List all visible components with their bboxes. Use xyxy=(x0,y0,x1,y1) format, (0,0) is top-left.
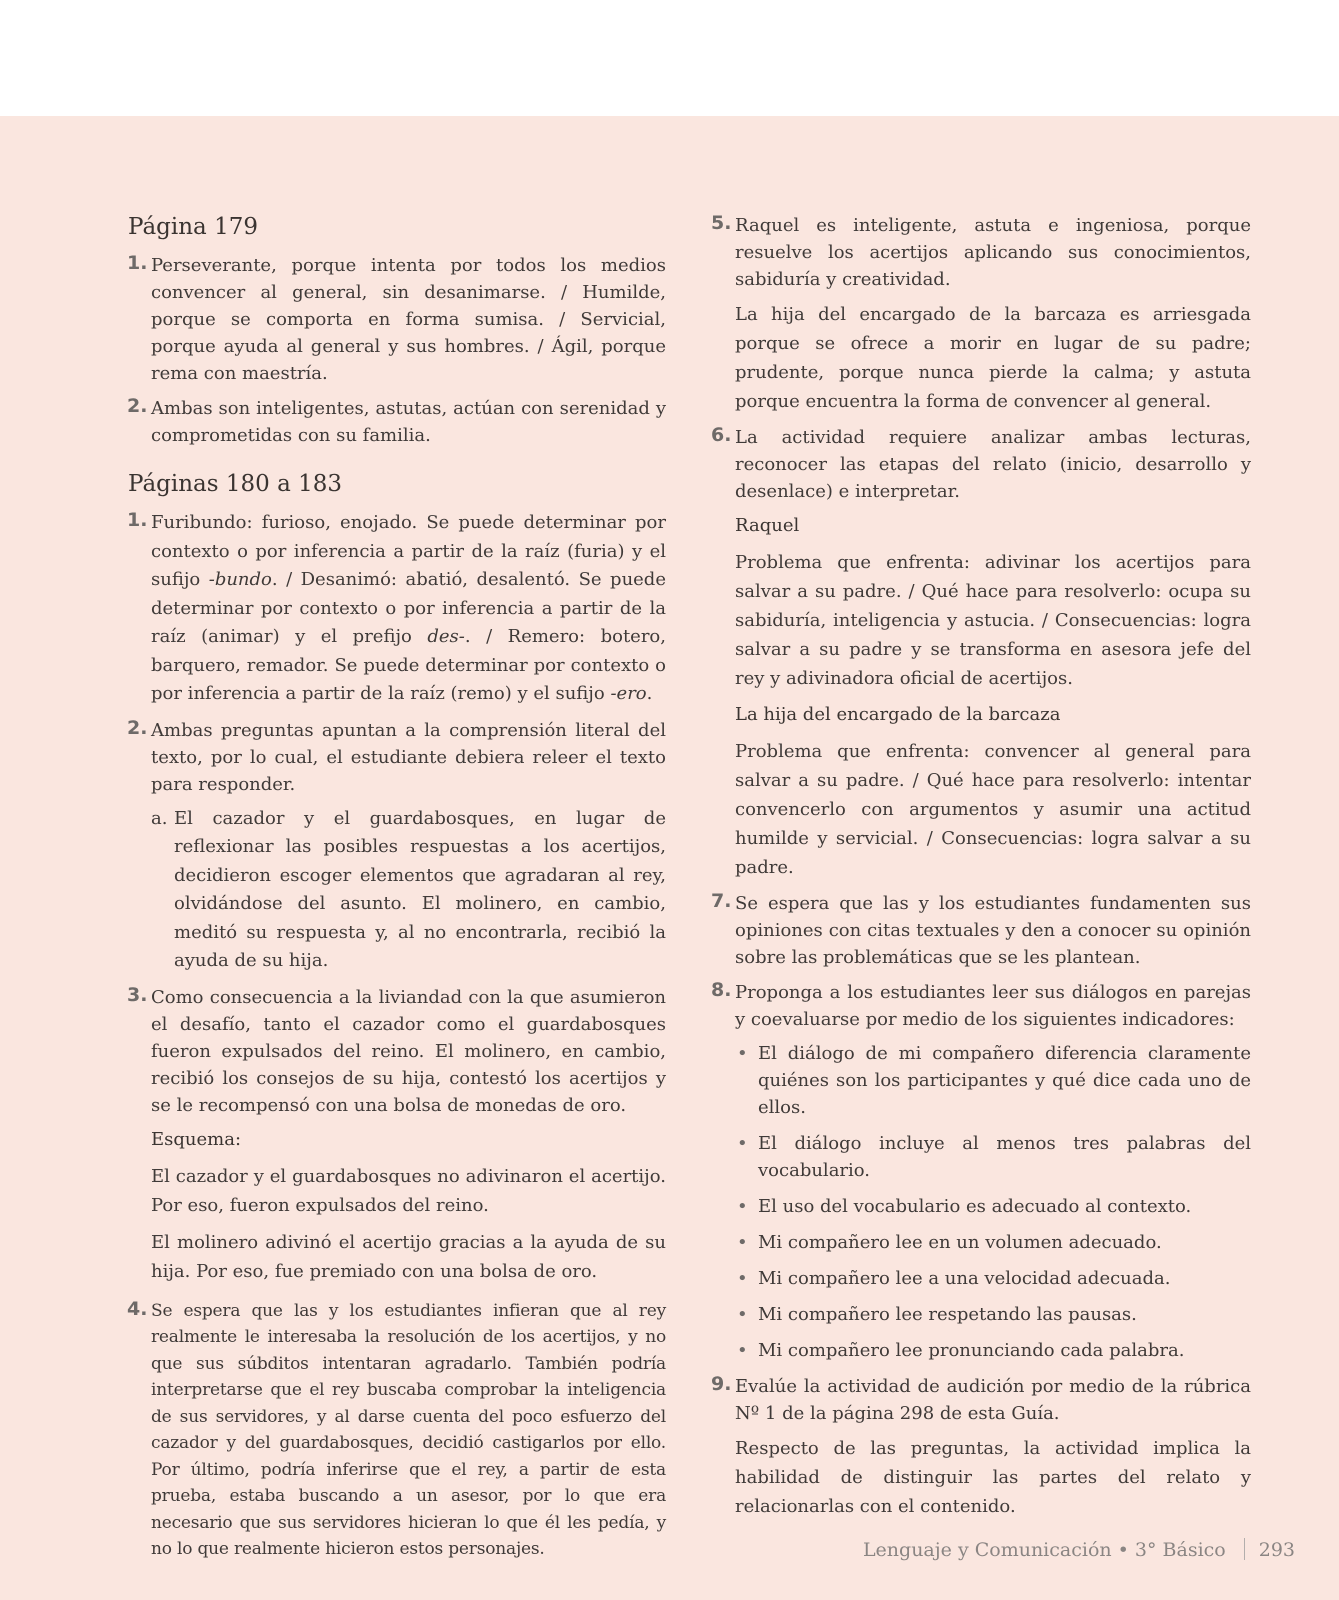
item-text: Perseverante, porque intenta por todos los medios convencer al general, sin desanimarse. / Humilde, porque se comporta en forma sumisa. / Servicial, porque ayuda al general y sus hombres. / Ágil, porque rema con maestría. xyxy=(151,255,666,384)
item-number: 6. xyxy=(711,424,732,446)
indicator-text: El diálogo incluye al menos tres palabras del vocabulario. xyxy=(758,1133,1251,1181)
text-run: . / Desanimó: abatió, desalentó. Se puede determinar por contexto o por inferencia a partir de la raíz (animar) y el prefijo xyxy=(151,569,666,647)
character-label: La hija del encargado de la barcaza xyxy=(735,704,1061,725)
text-run: Furibundo: furioso, enojado. Se puede determinar por contexto o por inferencia a partir de la raíz (furia) y el sufijo xyxy=(151,512,666,590)
answer-item xyxy=(712,424,1251,882)
bullet-icon: • xyxy=(737,1196,748,1217)
indicator-item xyxy=(735,1337,1251,1364)
indicator-item xyxy=(735,1229,1251,1256)
indicator-item xyxy=(735,1193,1251,1220)
page-footer xyxy=(863,1538,1295,1561)
page-number: 293 xyxy=(1258,1539,1295,1561)
indicator-item xyxy=(735,1301,1251,1328)
answer-item xyxy=(128,1298,666,1563)
bullet-icon: • xyxy=(737,1043,748,1064)
text-run: . xyxy=(646,683,653,704)
character-label: Raquel xyxy=(735,515,800,536)
item-number: 9. xyxy=(711,1373,732,1395)
indicator-text: Mi compañero lee a una velocidad adecuada. xyxy=(758,1268,1171,1289)
footer-divider xyxy=(1244,1538,1245,1560)
item-number: 1. xyxy=(127,509,148,531)
item-number: 5. xyxy=(711,212,732,234)
indicator-text: El diálogo de mi compañero diferencia claramente quiénes son los participantes y qué dice cada uno de ellos. xyxy=(758,1043,1251,1118)
indicator-text: Mi compañero lee respetando las pausas. xyxy=(758,1304,1137,1325)
answer-item xyxy=(712,1373,1251,1521)
item-text xyxy=(151,509,666,709)
item-text: Raquel es inteligente, astuta e ingeniosa, porque resuelve los acertijos aplicando sus conocimientos, sabiduría y creatividad. xyxy=(735,215,1251,290)
answer-item xyxy=(128,252,666,387)
bullet-icon: • xyxy=(737,1232,748,1253)
text-run: . / Remero: botero, barquero, remador. Se puede determinar por contexto o por inferencia a partir de la raíz (remo) y el sufijo xyxy=(151,626,666,704)
indicator-item xyxy=(735,1040,1251,1121)
bullet-icon: • xyxy=(737,1268,748,1289)
italic-suffix: -ero xyxy=(610,683,647,704)
sub-item-letter: a. xyxy=(151,807,168,829)
item-number: 4. xyxy=(127,1297,148,1320)
character-analysis: Problema que enfrenta: adivinar los acertijos para salvar a su padre. / Qué hace para resolverlo: ocupa su sabiduría, inteligencia y astucia. / Consecuencias: logra salvar a su padre y se transforma en asesora jefe del rey y adivinadora oficial de acertijos. xyxy=(735,552,1251,689)
item-number: 1. xyxy=(127,252,148,274)
answer-item xyxy=(712,890,1251,971)
sub-item xyxy=(151,805,666,976)
answer-item xyxy=(128,717,666,976)
item-text: Evalúe la actividad de audición por medio de la rúbrica Nº 1 de la página 298 de esta Guía. xyxy=(735,1376,1251,1424)
label-text: Esquema xyxy=(151,1128,235,1150)
answer-item xyxy=(128,395,666,449)
item-text: Se espera que las y los estudiantes fundamenten sus opiniones con citas textuales y den a conocer su opinión sobre las problemáticas que se les plantean. xyxy=(735,893,1251,968)
section-title-page-179: Página 179 xyxy=(128,214,258,240)
item-text: Se espera que las y los estudiantes infieran que al rey realmente le interesaba la resolución de los acertijos, y no que sus súbditos intentaran agradarlo. También podría interpretarse que el rey buscaba comprobar la inteligencia de sus servidores, y al darse cuenta del poco esfuerzo del cazador y del guardabosques, decidió castigarlos por ello. Por último, podría inferirse que el rey, a partir de esta prueba, estaba buscando a un asesor, por lo que era necesario que sus servidores hicieran lo que él les pedía, y no lo que realmente hicieron estos personajes. xyxy=(151,1300,666,1559)
item-number: 2. xyxy=(127,716,148,739)
sub-item-text: El cazador y el guardabosques, en lugar de reflexionar las posibles respuestas a los acertijos, decidieron escoger elementos que agradaran al rey, olvidándose del asunto. El molinero, en cambio, meditó su respuesta y, al no encontrarla, recibió la ayuda de su hija. xyxy=(174,807,666,971)
answer-item xyxy=(128,984,666,1286)
answer-item xyxy=(712,979,1251,1364)
indicator-item xyxy=(735,1130,1251,1184)
footer-subject: Lenguaje y Comunicación • 3° Básico xyxy=(862,1539,1226,1561)
bullet-icon: • xyxy=(737,1340,748,1361)
indicator-list xyxy=(735,1040,1251,1364)
item-text: Proponga a los estudiantes leer sus diálogos en parejas y coevaluarse por medio de los siguientes indicadores: xyxy=(735,982,1251,1030)
item-paragraph: Respecto de las preguntas, la actividad implica la habilidad de distinguir las partes del relato y relacionarlas con el contenido. xyxy=(735,1438,1251,1517)
section-title-pages-180-183: Páginas 180 a 183 xyxy=(128,471,343,497)
item-paragraph: La hija del encargado de la barcaza es arriesgada porque se ofrece a morir en lugar de su padre; prudente, porque nunca pierde la calma; y astuta porque encuentra la forma de convencer al general. xyxy=(735,304,1251,412)
italic-prefix: des- xyxy=(427,626,465,647)
italic-suffix: -bundo xyxy=(208,569,272,590)
indicator-item xyxy=(735,1265,1251,1292)
right-column xyxy=(712,212,1251,1529)
scheme-paragraph: El cazador y el guardabosques no adivinaron el acertijo. Por eso, fueron expulsados del reino. xyxy=(151,1165,666,1216)
indicator-text: Mi compañero lee en un volumen adecuado. xyxy=(758,1232,1162,1253)
bullet-icon: • xyxy=(737,1304,748,1325)
indicator-text: Mi compañero lee pronunciando cada palabra. xyxy=(758,1340,1185,1361)
answer-item xyxy=(712,212,1251,416)
indicator-text: El uso del vocabulario es adecuado al contexto. xyxy=(758,1196,1192,1217)
item-text: Ambas son inteligentes, astutas, actúan con serenidad y comprometidas con su familia. xyxy=(151,398,666,446)
item-number: 2. xyxy=(127,395,148,417)
left-column xyxy=(128,212,666,1571)
scheme-paragraph: El molinero adivinó el acertijo gracias a la ayuda de su hija. Por eso, fue premiado con una bolsa de oro. xyxy=(151,1231,666,1282)
bullet-icon: • xyxy=(737,1133,748,1154)
item-number: 8. xyxy=(711,979,732,1001)
item-number: 7. xyxy=(711,890,732,912)
scheme-label xyxy=(151,1126,666,1153)
item-text: Ambas preguntas apuntan a la comprensión literal del texto, por lo cual, el estudiante debiera releer el texto para responder. xyxy=(151,719,666,795)
label-colon: : xyxy=(234,1128,242,1150)
item-text: La actividad requiere analizar ambas lecturas, reconocer las etapas del relato (inicio, desarrollo y desenlace) e interpretar. xyxy=(735,427,1251,502)
item-text: Como consecuencia a la liviandad con la que asumieron el desafío, tanto el cazador como el guardabosques fueron expulsados del reino. El molinero, en cambio, recibió los consejos de su hija, contestó los acertijos y se le recompensó con una bolsa de monedas de oro. xyxy=(151,986,666,1116)
answer-item xyxy=(128,509,666,709)
item-number: 3. xyxy=(127,983,148,1006)
character-analysis: Problema que enfrenta: convencer al general para salvar a su padre. / Qué hace para resolverlo: intentar convencerlo con argumentos y asumir una actitud humilde y servicial. / Consecuencias: logra salvar a su padre. xyxy=(735,741,1251,878)
